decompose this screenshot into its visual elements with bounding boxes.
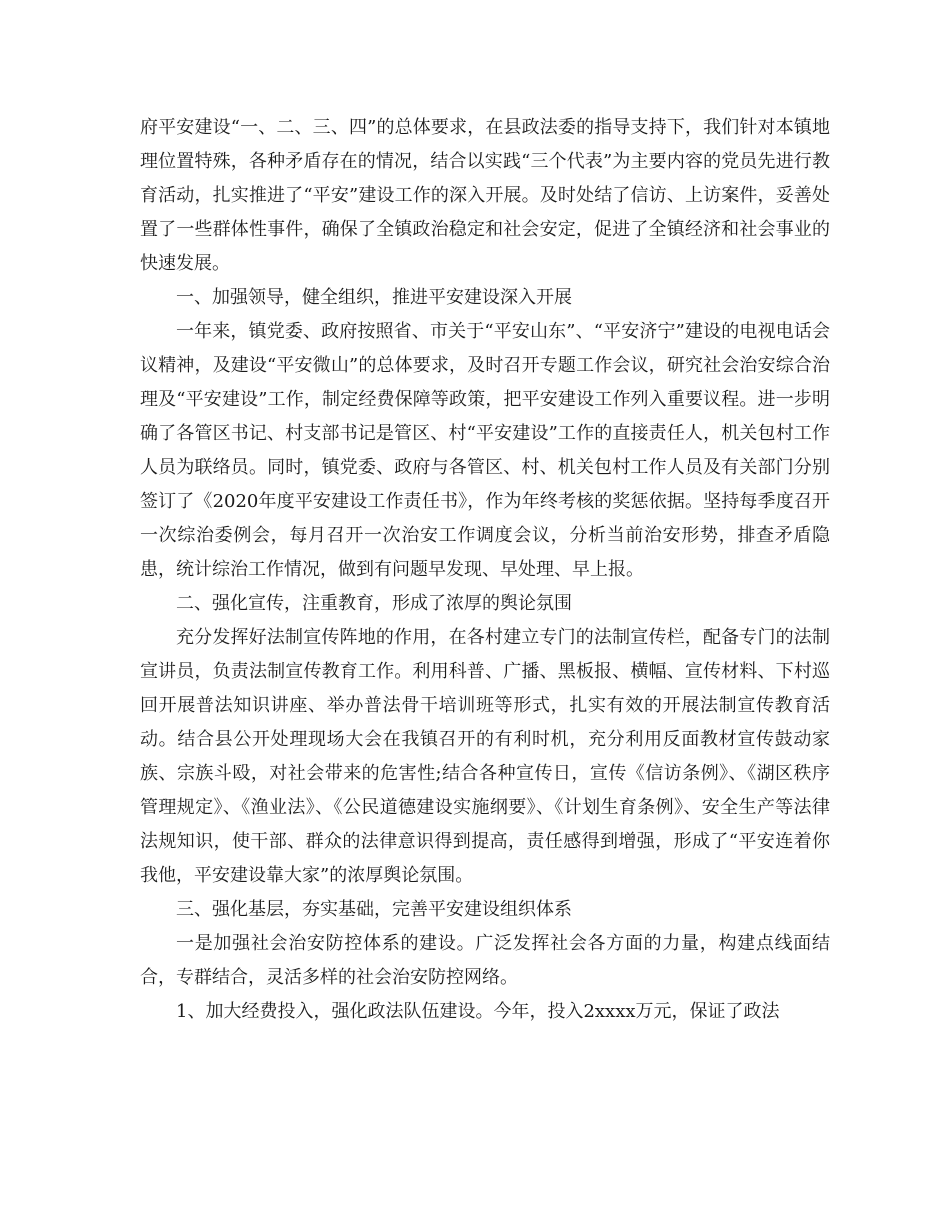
section-heading-1: 一、加强领导，健全组织，推进平安建设深入开展 xyxy=(176,287,572,308)
paragraph-section-1: 一年来，镇党委、政府按照省、市关于“平安山东”、“平安济宁”建设的电视电话会议精神，及建设“平安微山”的总体要求，及时召开专题工作会议，研究社会治安综合治理及“平安建设”工作，制定经费保障等政策，把平安建设工作列入重要议程。进一步明确了各管区书记、村支部书记是管区、村“平安建设”工作的直接责任人，机关包村工作人员为联络员。同时，镇党委、政府与各管区、村、机关包村工作人员及有关部门分别签订了《2020年度平安建设工作责任书》，作为年终考核的奖惩依据。坚持每季度召开一次综治委例会，每月召开一次治安工作调度会议，分析当前治安形势，排查矛盾隐患，统计综治工作情况，做到有问题早发现、早处理、早上报。 xyxy=(140,321,830,580)
paragraph-section-3a: 一是加强社会治安防控体系的建设。广泛发挥社会各方面的力量，构建点线面结合，专群结合，灵活多样的社会治安防控网络。 xyxy=(140,933,830,988)
paragraph-section-3b: 1、加大经费投入，强化政法队伍建设。今年，投入2xxxx万元，保证了政法 xyxy=(176,1001,780,1022)
section-heading-2: 二、强化宣传，注重教育，形成了浓厚的舆论氛围 xyxy=(176,593,572,614)
section-heading-3: 三、强化基层，夯实基础，完善平安建设组织体系 xyxy=(176,899,572,920)
paragraph-intro: 府平安建设“一、二、三、四”的总体要求，在县政法委的指导支持下，我们针对本镇地理位置特殊，各种矛盾存在的情况，结合以实践“三个代表”为主要内容的党员先进行教育活动，扎实推进了“平安”建设工作的深入开展。及时处结了信访、上访案件，妥善处置了一些群体性事件，确保了全镇政治稳定和社会安定，促进了全镇经济和社会事业的快速发展。 xyxy=(140,117,830,274)
paragraph-section-2: 充分发挥好法制宣传阵地的作用，在各村建立专门的法制宣传栏，配备专门的法制宣讲员，负责法制宣传教育工作。利用科普、广播、黑板报、横幅、宣传材料、下村巡回开展普法知识讲座、举办普法骨干培训班等形式，扎实有效的开展法制宣传教育活动。结合县公开处理现场大会在我镇召开的有利时机，充分利用反面教材宣传鼓动家族、宗族斗殴，对社会带来的危害性;结合各种宣传日，宣传《信访条例》、《湖区秩序管理规定》、《渔业法》、《公民道德建设实施纲要》、《计划生育条例》、安全生产等法律法规知识，使干部、群众的法律意识得到提高，责任感得到增强，形成了“平安连着你我他，平安建设靠大家”的浓厚舆论氛围。 xyxy=(140,627,830,886)
document-body xyxy=(140,111,830,1029)
